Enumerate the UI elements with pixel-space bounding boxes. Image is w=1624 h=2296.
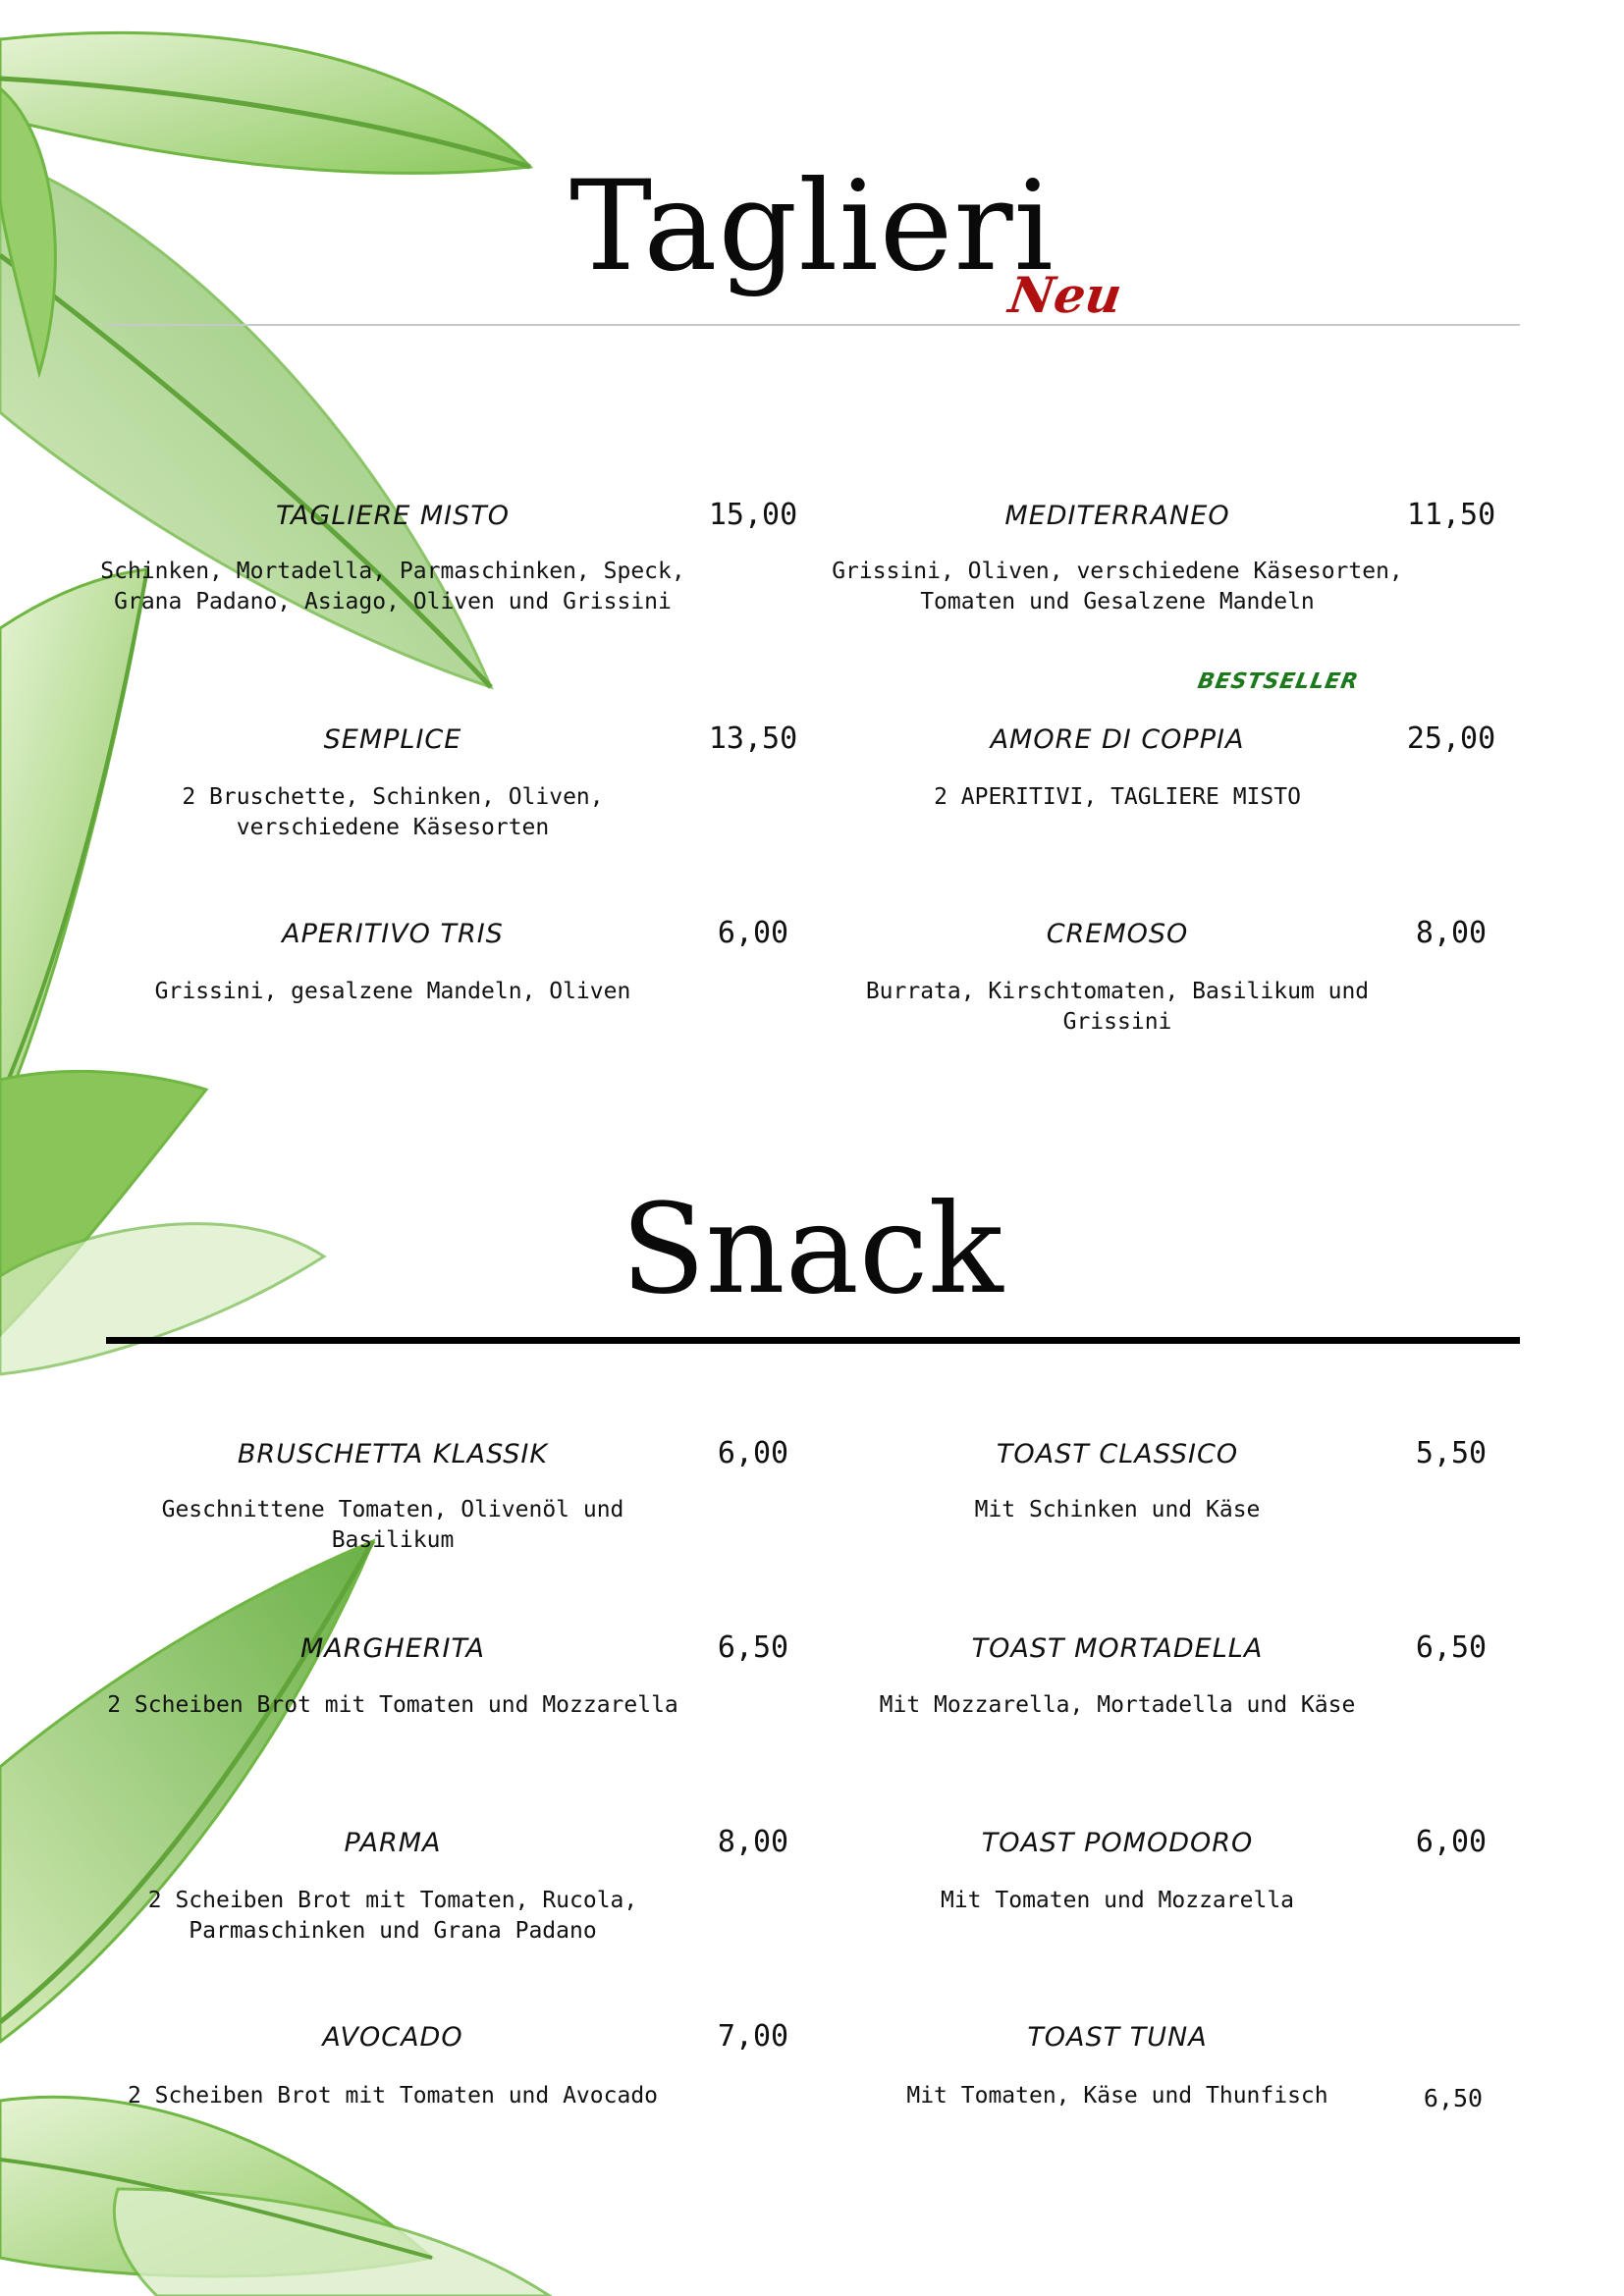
item-name: BRUSCHETTA KLASSIK [237,1439,549,1469]
item-name: TOAST POMODORO [981,1828,1254,1858]
item-description: 2 APERITIVI, TAGLIERE MISTO [934,784,1301,810]
item-name: AVOCADO [322,2022,463,2053]
item-description: Grissini, Oliven, verschiedene Käsesorten, Tomaten und Gesalzene Mandeln [832,559,1403,614]
item-name: TOAST TUNA [1027,2022,1208,2053]
item-price: 8,00 [717,1825,789,1859]
item-price: 7,00 [717,2019,789,2054]
item-description: 2 Scheiben Brot mit Tomaten und Avocado [127,2083,659,2109]
item-price: 13,50 [708,721,798,756]
item-price: 15,00 [708,498,798,532]
item-name: TOAST MORTADELLA [971,1633,1264,1664]
item-price: 6,00 [1415,1825,1488,1859]
item-name: MARGHERITA [299,1633,486,1664]
item-name: PARMA [344,1828,442,1858]
item-description: 2 Bruschette, Schinken, Oliven, verschiedene Käsesorten [182,784,604,840]
item-price: 25,00 [1406,721,1496,756]
divider [106,324,1520,326]
divider [106,1337,1520,1344]
item-description: Mit Schinken und Käse [974,1497,1261,1522]
section-title-snack: Snack [621,1177,1003,1321]
item-description: 2 Scheiben Brot mit Tomaten und Mozzarella [107,1692,678,1718]
item-name: TAGLIERE MISTO [275,501,510,531]
item-name: TOAST CLASSICO [996,1439,1239,1469]
item-description: Geschnittene Tomaten, Olivenöl und Basilikum [161,1497,624,1553]
item-price: 8,00 [1415,916,1488,950]
item-price: 6,00 [717,916,789,950]
item-description: Schinken, Mortadella, Parmaschinken, Speck, Grana Padano, Asiago, Oliven und Grissini [100,559,685,614]
item-name: AMORE DI COPPIA [990,724,1245,755]
item-description: Mit Mozzarella, Mortadella und Käse [879,1692,1356,1718]
item-description: Grissini, gesalzene Mandeln, Oliven [154,979,631,1004]
item-name: CREMOSO [1046,919,1189,949]
bestseller-tag: BESTSELLER [1195,669,1361,694]
section-title-taglieri: Taglieri [569,154,1055,298]
item-price: 6,50 [717,1630,789,1665]
item-description: Mit Tomaten und Mozzarella [940,1888,1295,1913]
item-price: 6,00 [717,1436,789,1470]
item-description: Burrata, Kirschtomaten, Basilikum und Grissini [865,979,1370,1035]
item-name: APERITIVO TRIS [282,919,504,949]
item-description: Mit Tomaten, Käse und Thunfisch [906,2083,1328,2109]
item-price: 11,50 [1406,498,1496,532]
item-price: 6,50 [1415,1630,1488,1665]
item-price: 6,50 [1423,2084,1484,2112]
item-description: 2 Scheiben Brot mit Tomaten, Rucola, Parmaschinken und Grana Padano [147,1888,638,1944]
new-badge: Neu [1004,266,1126,324]
item-name: SEMPLICE [323,724,462,755]
item-price: 5,50 [1415,1436,1488,1470]
item-name: MEDITERRANEO [1004,501,1230,531]
